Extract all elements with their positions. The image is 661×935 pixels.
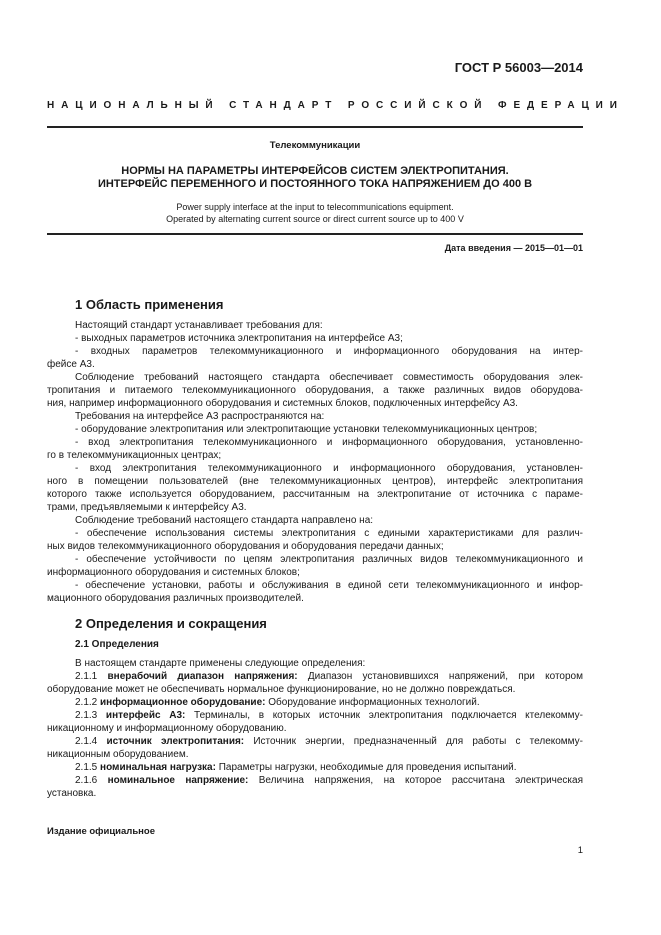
body-line: Требования на интерфейсе А3 распространяются на: xyxy=(75,411,325,422)
definition-text: Диапазон установившихся напряжений, при котором xyxy=(297,671,583,682)
body-line: го в телекоммуникационных центрах; xyxy=(47,450,222,461)
body-line: - входных параметров телекоммуникационного и информационного оборудования на интер- xyxy=(75,346,583,357)
field-title: Телекоммуникации xyxy=(269,140,361,151)
definition-number: 2.1.3 xyxy=(75,710,98,721)
body-line: трами, предъявляемыми к интерфейсу А3. xyxy=(47,502,247,513)
body-line: ния, например информационного оборудования и системных блоков, подключенных интерфейсу А3. xyxy=(47,398,518,409)
body-line: Соблюдение требований настоящего стандарта обеспечивает совместимость оборудования элек- xyxy=(75,372,583,383)
body-line: мационного оборудования различных производителей. xyxy=(47,593,304,604)
edition-label: Издание официальное xyxy=(47,826,155,837)
definition-term: внерабочий диапазон напряжения: xyxy=(107,671,298,682)
doc-number: ГОСТ Р 56003—2014 xyxy=(454,60,583,75)
body-line: ного в помещении пользователей (вне телекоммуникационных центров), интерфейс электропитания xyxy=(47,476,583,487)
section-1-body xyxy=(47,319,583,605)
definition-continuation: никационным оборудованием. xyxy=(47,749,189,760)
definition-text: Терминалы, в которых источник электропитания подключается ктелекомму- xyxy=(185,710,583,721)
definition-number: 2.1.6 xyxy=(75,775,98,786)
definition-text: Источник энергии, предназначенный для работы с телекомму- xyxy=(244,736,584,747)
definition-text: Параметры нагрузки, необходимые для проведения испытаний. xyxy=(215,762,517,773)
document-body xyxy=(47,296,584,800)
definition-item xyxy=(75,761,583,774)
page-number: 1 xyxy=(577,845,583,856)
definition-term: информационное оборудование: xyxy=(100,697,266,708)
body-line: - вход электропитания телекоммуникационного и информационного оборудования, установленно- xyxy=(75,437,583,448)
definition-text: Оборудование информационных технологий. xyxy=(265,697,480,708)
body-line: Соблюдение требований настоящего стандарта направлено на: xyxy=(75,515,374,526)
definition-number: 2.1.5 xyxy=(75,762,98,773)
definition-term: источник электропитания: xyxy=(106,736,245,747)
body-line: тропитания и питаемого телекоммуникационного оборудования, а также различных видов оборудова- xyxy=(47,385,583,396)
body-line: ных видов телекоммуникационного оборудования и оборудования передачи данных; xyxy=(47,541,444,552)
definition-term: номинальная нагрузка: xyxy=(100,762,216,773)
body-line: - обеспечение установки, работы и обслуживания в единой сети телекоммуникационного и инфор- xyxy=(75,580,583,591)
body-line: Настоящий стандарт устанавливает требования для: xyxy=(75,320,323,331)
national-standard-banner: НАЦИОНАЛЬНЫЙ СТАНДАРТ РОССИЙСКОЙ ФЕДЕРАЦИИ xyxy=(47,100,624,111)
title-ru-line1: НОРМЫ НА ПАРАМЕТРЫ ИНТЕРФЕЙСОВ СИСТЕМ ЭЛЕКТРОПИТАНИЯ. xyxy=(121,165,509,177)
definition-number: 2.1.1 xyxy=(75,671,98,682)
definitions-intro: В настоящем стандарте применены следующие определения: xyxy=(75,658,366,669)
title-en-line2: Operated by alternating current source or direct current source up to 400 V xyxy=(166,214,464,224)
section-2-heading: 2 Определения и сокращения xyxy=(75,616,267,631)
definition-item xyxy=(75,774,583,787)
body-line: информационного оборудования и системных блоков; xyxy=(47,567,300,578)
definitions-list xyxy=(47,670,584,800)
header-rule xyxy=(47,126,583,128)
section-2-1-heading: 2.1 Определения xyxy=(75,639,159,650)
body-line: - обеспечение устойчивости по цепям электропитания различных видов телекоммуникационного и xyxy=(75,554,583,565)
section-1-heading: 1 Область применения xyxy=(75,297,224,312)
definition-text: Величина напряжения, на которое рассчитана электрическая xyxy=(248,775,584,786)
title-rule xyxy=(47,233,583,235)
definition-number: 2.1.4 xyxy=(75,736,98,747)
definition-number: 2.1.2 xyxy=(75,697,98,708)
definition-continuation: оборудование может не обеспечивать нормальное функционирование, но не должно повреждаться. xyxy=(47,684,516,695)
body-line: - оборудование электропитания или электропитающие установки телекоммуникационных центров; xyxy=(75,424,538,435)
body-line: - обеспечение использования системы электропитания с едиными характеристиками для различ- xyxy=(75,528,583,539)
body-line: которого также используется оборудованием, рассчитанным на электропитание от источника с параме- xyxy=(47,489,583,500)
title-ru-line2: ИНТЕРФЕЙС ПЕРЕМЕННОГО И ПОСТОЯННОГО ТОКА НАПРЯЖЕНИЕМ ДО 400 В xyxy=(97,178,533,190)
body-line: фейсе А3. xyxy=(47,359,95,370)
body-line: - выходных параметров источника электропитания на интерфейсе А3; xyxy=(75,333,403,344)
intro-date: Дата введения — 2015—01—01 xyxy=(444,243,583,253)
definition-continuation: никационному и информационному оборудованию. xyxy=(47,723,287,734)
title-en-line1: Power supply interface at the input to telecommunications equipment. xyxy=(176,202,454,212)
definition-item xyxy=(75,735,583,748)
definition-continuation: установка. xyxy=(47,788,97,799)
definition-term: интерфейс А3: xyxy=(105,710,186,721)
definition-item xyxy=(75,709,583,722)
body-line: - вход электропитания телекоммуникационного и информационного оборудования, установлен- xyxy=(75,463,583,474)
definition-item xyxy=(75,670,583,683)
definition-term: номинальное напряжение: xyxy=(107,775,249,786)
definition-item xyxy=(75,696,583,709)
